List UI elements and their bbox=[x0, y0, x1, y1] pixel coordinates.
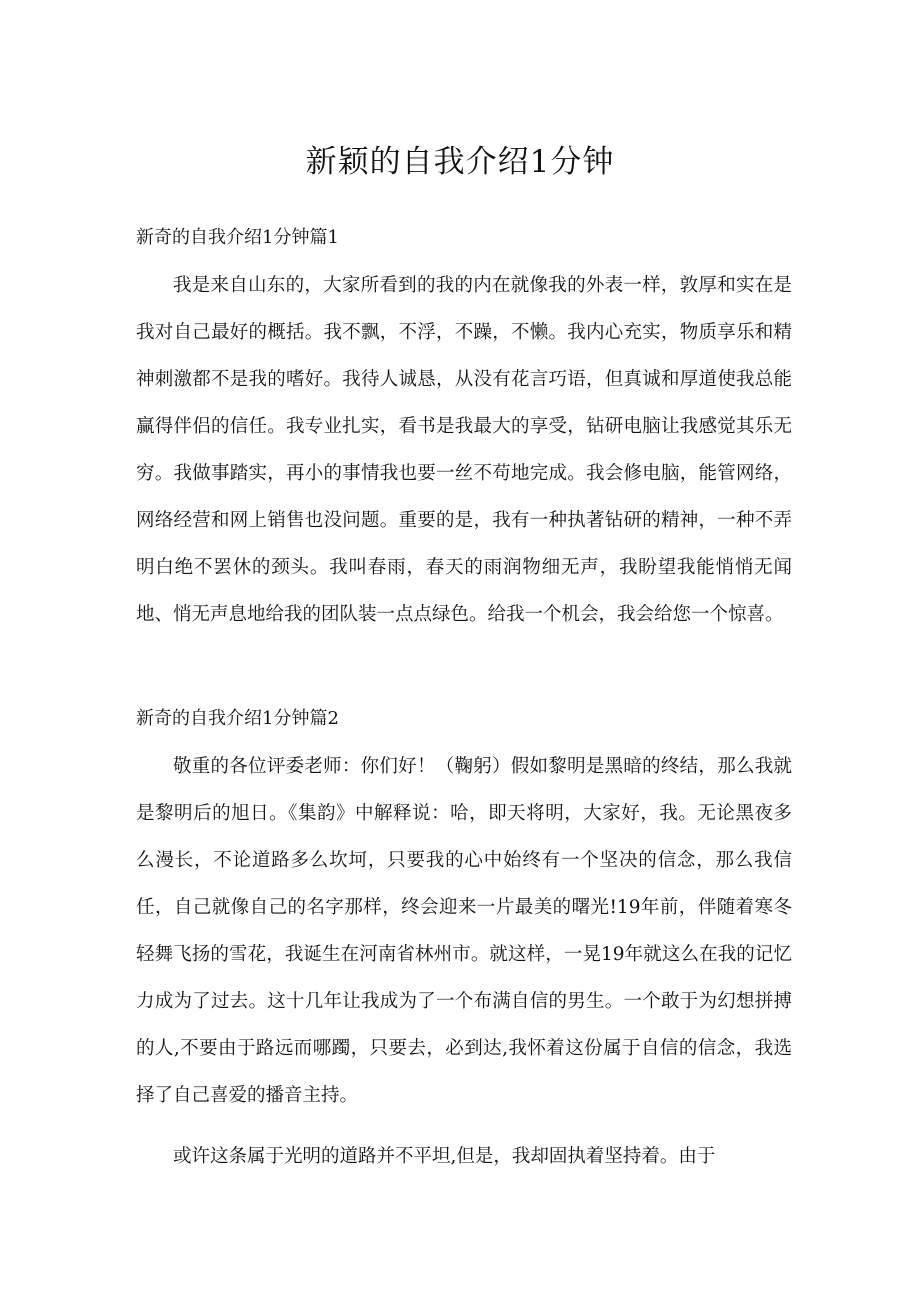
section-1-paragraph-1: 我是来自山东的，大家所看到的我的内在就像我的外表一样，敦厚和实在是我对自己最好的概括。我不飘，不浮，不躁，不懒。我内心充实，物质享乐和精神刺激都不是我的嗜好。我待人诚恳，从没有花言巧语，但真诚和厚道使我总能赢得伴侣的信任。我专业扎实，看书是我最大的享受，钻研电脑让我感觉其乐无穷。我做事踏实，再小的事情我也要一丝不苟地完成。我会修电脑，能管网络，网络经营和网上销售也没问题。重要的是，我有一种执著钻研的精神，一种不弄明白绝不罢休的颈头。我叫春雨，春天的雨润物细无声，我盼望我能悄悄无闻地、悄无声息地给我的团队装一点点绿色。给我一个机会，我会给您一个惊喜。 bbox=[136, 275, 792, 625]
section-heading-2: 新奇的自我介绍1分钟篇2 bbox=[136, 708, 339, 729]
section-2-paragraph-1: 敬重的各位评委老师：你们好！（鞠躬）假如黎明是黑暗的终结，那么我就是黎明后的旭日。《集韵》中解释说：哈，即天将明，大家好，我。无论黑夜多么漫长，不论道路多么坎坷，只要我的心中始终有一个坚决的信念，那么我信任，自己就像自己的名字那样，终会迎来一片最美的曙光!19年前，伴随着寒冬轻舞飞扬的雪花，我诞生在河南省林州市。就这样，一晃19年就这么在我的记忆力成为了过去。这十几年让我成为了一个布满自信的男生。一个敢于为幻想拼搏的人,不要由于路远而哪躅，只要去，必到达,我怀着这份属于自信的信念，我选择了自己喜爱的播音主持。 bbox=[136, 756, 792, 1106]
section-2-paragraph-2: 或许这条属于光明的道路并不平坦,但是，我却固执着坚持着。由于 bbox=[173, 1146, 716, 1167]
section-heading-1: 新奇的自我介绍1分钟篇1 bbox=[136, 227, 339, 248]
document-title: 新颖的自我介绍1分钟 bbox=[305, 144, 615, 180]
